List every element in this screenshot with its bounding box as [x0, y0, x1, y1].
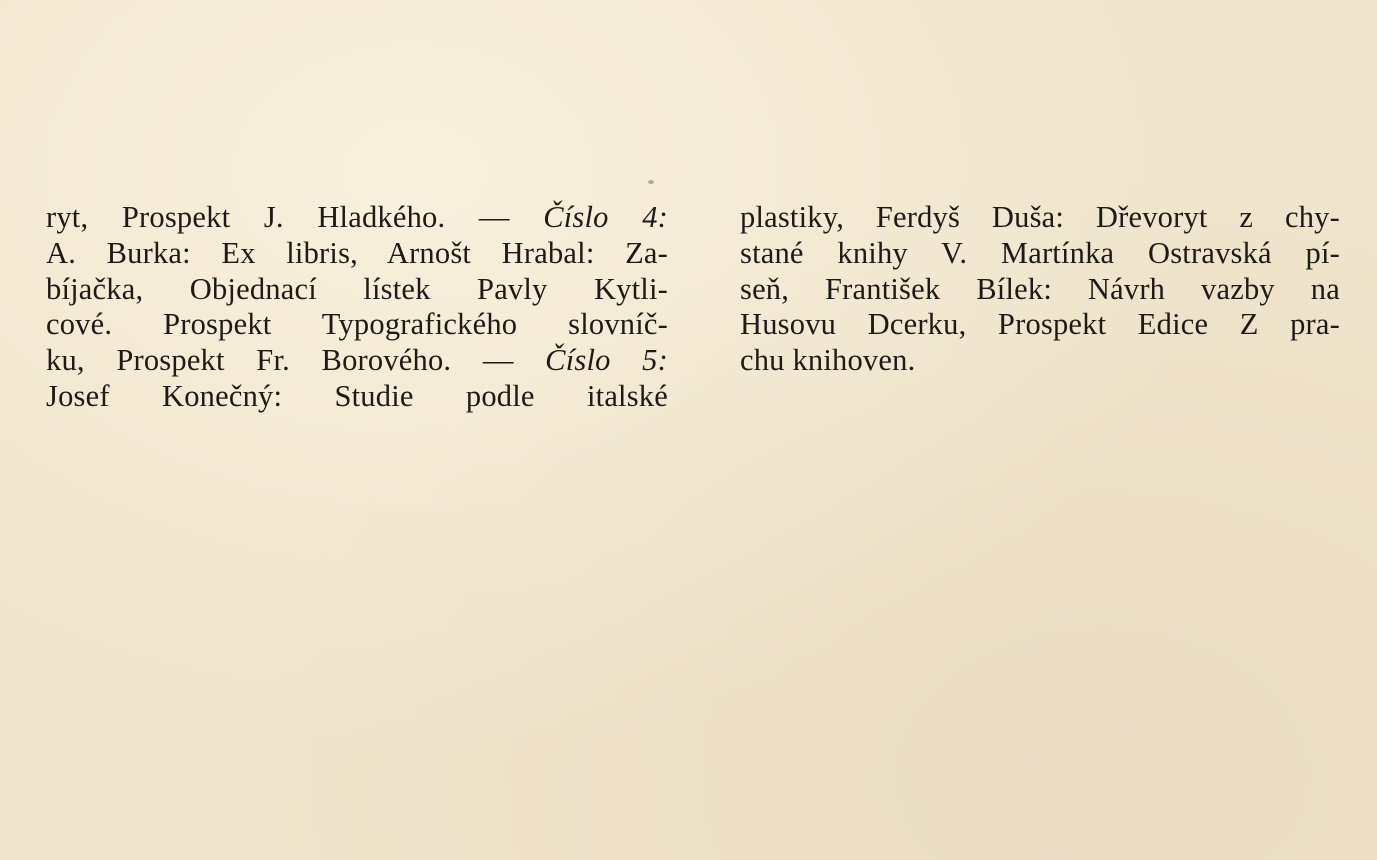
- text-line: A. Burka: Ex libris, Arnošt Hrabal: Za-: [46, 235, 668, 270]
- text-line: seň, František Bílek: Návrh vazby na: [740, 271, 1340, 306]
- right-text-column: [740, 200, 1340, 379]
- text-line: ku, Prospekt Fr. Borového. — Číslo 5:: [46, 343, 668, 378]
- text-line: Josef Konečný: Studie podle italské: [46, 378, 668, 413]
- text-line: stané knihy V. Martínka Ostravská pí-: [740, 235, 1340, 270]
- left-text-column: [46, 200, 668, 415]
- text-line: chu knihoven.: [740, 343, 916, 378]
- text-line: plastiky, Ferdyš Duša: Dřevoryt z chy-: [740, 200, 1340, 234]
- paper-speck: [648, 180, 654, 184]
- text-line: Husovu Dcerku, Prospekt Edice Z pra-: [740, 307, 1340, 342]
- text-line: ryt, Prospekt J. Hladkého. — Číslo 4:: [46, 200, 669, 234]
- text-line: cové. Prospekt Typografického slovníč-: [46, 307, 668, 342]
- text-line: bíjačka, Objednací lístek Pavly Kytli-: [46, 271, 668, 306]
